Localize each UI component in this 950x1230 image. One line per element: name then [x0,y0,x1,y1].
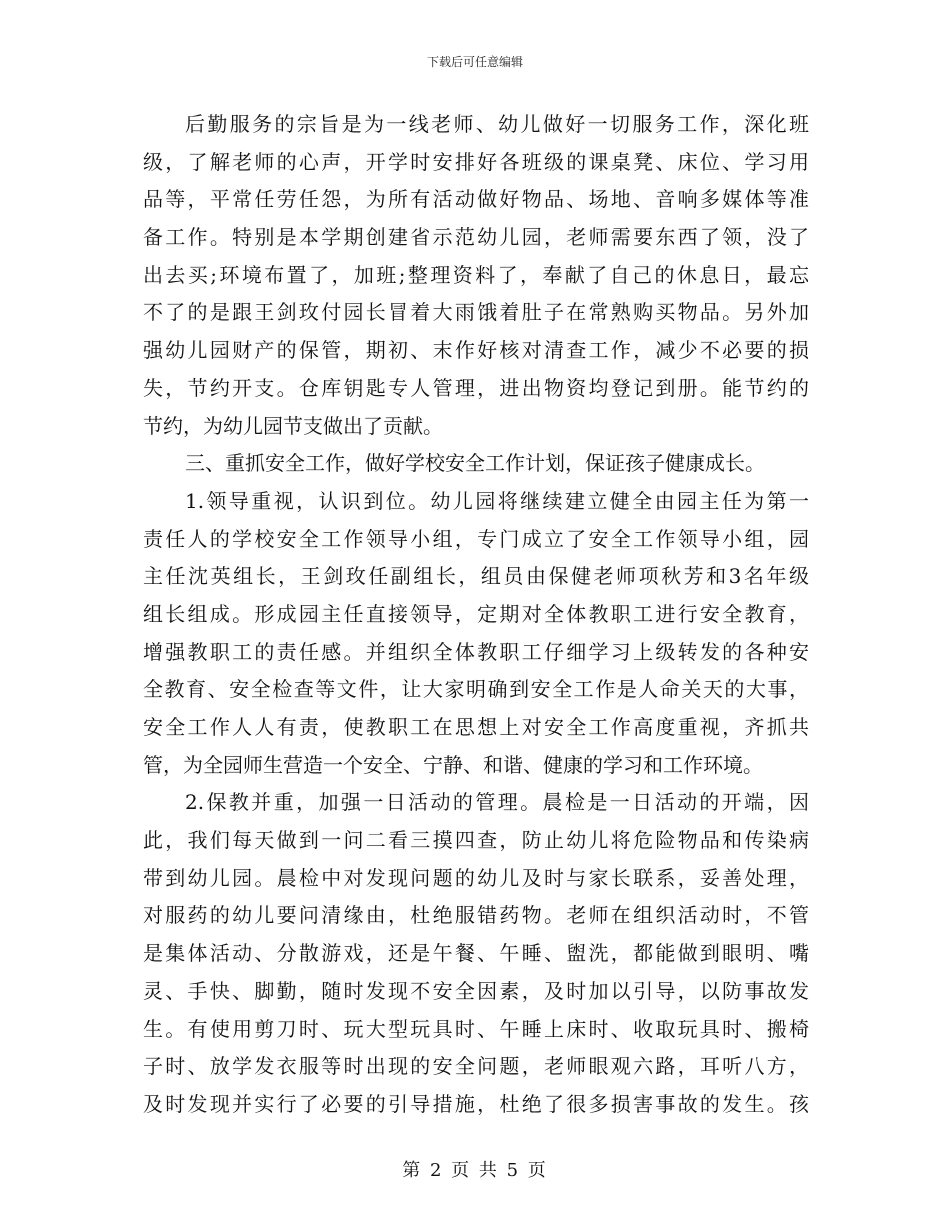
text-line: 品等，平常任劳任怨，为所有活动做好物品、场地、音响多媒体等准 [143,187,809,212]
document-body [143,106,809,1124]
text-line: 备工作。特别是本学期创建省示范幼儿园，老师需要东西了领，没了 [143,225,809,250]
text-line: 责任人的学校安全工作领导小组，专门成立了安全工作领导小组，园 [143,526,809,551]
text-line: 主任沈英组长，王剑玫任副组长，组员由保健老师项秋芳和3名年级 [143,564,809,589]
text-line: 带到幼儿园。晨检中对发现问题的幼儿及时与家长联系，妥善处理， [143,865,809,890]
text-line: 灵、手快、脚勤，随时发现不安全因素，及时加以引导，以防事故发 [143,978,809,1003]
section-heading: 三、重抓安全工作，做好学校安全工作计划，保证孩子健康成长。 [185,451,765,476]
page-number: 第 2 页 共 5 页 [402,1160,548,1181]
text-line: 1.领导重视，认识到位。幼儿园将继续建立健全由园主任为第一 [185,488,809,513]
text-line: 增强教职工的责任感。并组织全体教职工仔细学习上级转发的各种安 [143,639,809,664]
text-line: 对服药的幼儿要问清缘由，杜绝服错药物。老师在组织活动时，不管 [143,903,809,928]
text-line: 组长组成。形成园主任直接领导，定期对全体教职工进行安全教育， [143,601,809,626]
text-line: 失，节约开支。仓库钥匙专人管理，进出物资均登记到册。能节约的 [143,375,809,400]
header-note: 下载后可任意编辑 [426,55,523,69]
text-line: 不了的是跟王剑玫付园长冒着大雨饿着肚子在常熟购买物品。另外加 [143,300,809,325]
text-line: 后勤服务的宗旨是为一线老师、幼儿做好一切服务工作，深化班 [185,112,809,136]
text-line: 管，为全园师生营造一个安全、宁静、和谐、健康的学习和工作环境。 [143,752,763,777]
text-line: 及时发现并实行了必要的引导措施，杜绝了很多损害事故的发生。孩 [143,1091,809,1116]
text-line: 安全工作人人有责，使教职工在思想上对安全工作高度重视，齐抓共 [143,715,809,739]
text-line: 出去买;环境布置了，加班;整理资料了，奉献了自己的休息日，最忘 [143,262,809,287]
text-line: 是集体活动、分散游戏，还是午餐、午睡、盥洗，都能做到眼明、嘴 [143,941,809,966]
text-line: 全教育、安全检查等文件，让大家明确到安全工作是人命关天的大事， [143,677,809,702]
text-line: 子时、放学发衣服等时出现的安全问题，老师眼观六路，耳听八方， [143,1054,809,1079]
text-line: 级，了解老师的心声，开学时安排好各班级的课桌凳、床位、学习用 [143,149,809,174]
text-line: 2.保教并重，加强一日活动的管理。晨检是一日活动的开端，因 [185,790,809,815]
text-line: 强幼儿园财产的保管，期初、末作好核对清查工作，减少不必要的损 [143,338,809,363]
text-line: 此，我们每天做到一问二看三摸四查，防止幼儿将危险物品和传染病 [143,828,809,853]
text-line: 节约，为幼儿园节支做出了贡献。 [143,413,443,438]
text-line: 生。有使用剪刀时、玩大型玩具时、午睡上床时、收取玩具时、搬椅 [143,1016,809,1041]
